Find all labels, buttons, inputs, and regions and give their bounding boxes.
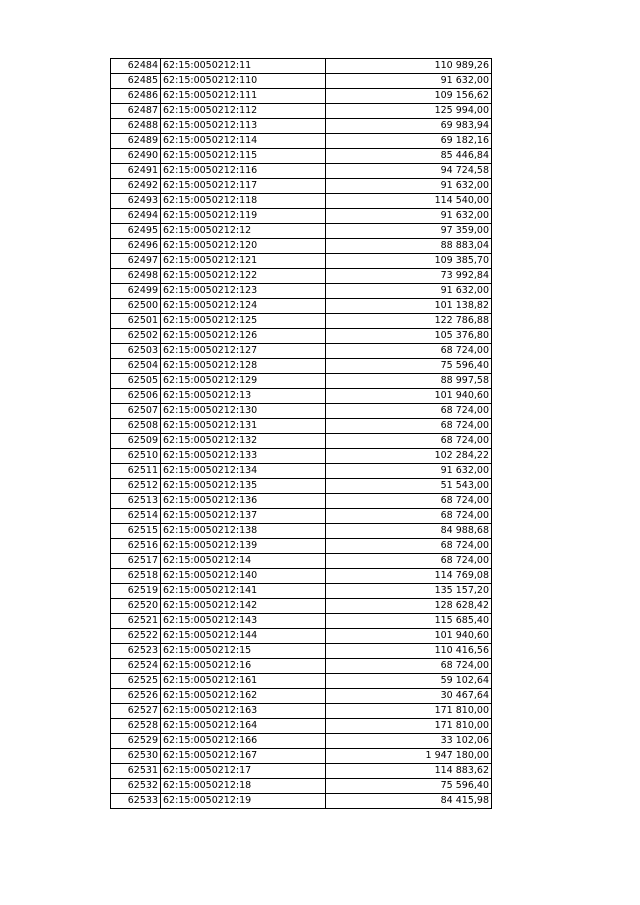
row-number-cell: 62497: [111, 254, 161, 269]
cadastral-number-cell: 62:15:0050212:134: [161, 464, 326, 479]
row-number-cell: 62522: [111, 629, 161, 644]
value-cell: 88 997,58: [326, 374, 492, 389]
table-row: [111, 59, 492, 74]
row-number-cell: 62492: [111, 179, 161, 194]
row-number-cell: 62511: [111, 464, 161, 479]
table-row: [111, 194, 492, 209]
value-cell: 75 596,40: [326, 779, 492, 794]
table-row: [111, 74, 492, 89]
table-row: [111, 554, 492, 569]
table-row: [111, 584, 492, 599]
row-number-cell: 62510: [111, 449, 161, 464]
value-cell: 109 385,70: [326, 254, 492, 269]
table-row: [111, 134, 492, 149]
row-number-cell: 62523: [111, 644, 161, 659]
value-cell: 97 359,00: [326, 224, 492, 239]
value-cell: 68 724,00: [326, 419, 492, 434]
value-cell: 91 632,00: [326, 284, 492, 299]
cadastral-number-cell: 62:15:0050212:16: [161, 659, 326, 674]
row-number-cell: 62484: [111, 59, 161, 74]
cadastral-number-cell: 62:15:0050212:119: [161, 209, 326, 224]
value-cell: 128 628,42: [326, 599, 492, 614]
row-number-cell: 62514: [111, 509, 161, 524]
table-row: [111, 659, 492, 674]
table-body: [111, 59, 492, 809]
spreadsheet-table-container: [110, 58, 492, 809]
cadastral-number-cell: 62:15:0050212:17: [161, 764, 326, 779]
table-row: [111, 779, 492, 794]
cadastral-number-cell: 62:15:0050212:128: [161, 359, 326, 374]
value-cell: 122 786,88: [326, 314, 492, 329]
cadastral-number-cell: 62:15:0050212:167: [161, 749, 326, 764]
table-row: [111, 524, 492, 539]
row-number-cell: 62531: [111, 764, 161, 779]
cadastral-number-cell: 62:15:0050212:129: [161, 374, 326, 389]
row-number-cell: 62487: [111, 104, 161, 119]
row-number-cell: 62495: [111, 224, 161, 239]
value-cell: 109 156,62: [326, 89, 492, 104]
table-row: [111, 719, 492, 734]
row-number-cell: 62513: [111, 494, 161, 509]
row-number-cell: 62494: [111, 209, 161, 224]
value-cell: 68 724,00: [326, 404, 492, 419]
table-row: [111, 644, 492, 659]
cadastral-number-cell: 62:15:0050212:117: [161, 179, 326, 194]
row-number-cell: 62491: [111, 164, 161, 179]
row-number-cell: 62525: [111, 674, 161, 689]
cadastral-number-cell: 62:15:0050212:135: [161, 479, 326, 494]
table-row: [111, 89, 492, 104]
row-number-cell: 62526: [111, 689, 161, 704]
row-number-cell: 62520: [111, 599, 161, 614]
cadastral-number-cell: 62:15:0050212:125: [161, 314, 326, 329]
table-row: [111, 359, 492, 374]
row-number-cell: 62530: [111, 749, 161, 764]
value-cell: 84 415,98: [326, 794, 492, 809]
row-number-cell: 62528: [111, 719, 161, 734]
row-number-cell: 62489: [111, 134, 161, 149]
table-row: [111, 509, 492, 524]
value-cell: 30 467,64: [326, 689, 492, 704]
value-cell: 110 989,26: [326, 59, 492, 74]
value-cell: 171 810,00: [326, 719, 492, 734]
value-cell: 51 543,00: [326, 479, 492, 494]
row-number-cell: 62506: [111, 389, 161, 404]
value-cell: 68 724,00: [326, 509, 492, 524]
table-row: [111, 464, 492, 479]
cadastral-number-cell: 62:15:0050212:123: [161, 284, 326, 299]
table-row: [111, 704, 492, 719]
table-row: [111, 569, 492, 584]
table-row: [111, 674, 492, 689]
row-number-cell: 62503: [111, 344, 161, 359]
cadastral-number-cell: 62:15:0050212:111: [161, 89, 326, 104]
cadastral-number-cell: 62:15:0050212:12: [161, 224, 326, 239]
value-cell: 114 883,62: [326, 764, 492, 779]
cadastral-number-cell: 62:15:0050212:110: [161, 74, 326, 89]
value-cell: 114 769,08: [326, 569, 492, 584]
cadastral-number-cell: 62:15:0050212:133: [161, 449, 326, 464]
value-cell: 59 102,64: [326, 674, 492, 689]
cadastral-number-cell: 62:15:0050212:124: [161, 299, 326, 314]
value-cell: 91 632,00: [326, 74, 492, 89]
value-cell: 68 724,00: [326, 539, 492, 554]
cadastral-number-cell: 62:15:0050212:136: [161, 494, 326, 509]
cadastral-number-cell: 62:15:0050212:138: [161, 524, 326, 539]
value-cell: 84 988,68: [326, 524, 492, 539]
cadastral-number-cell: 62:15:0050212:143: [161, 614, 326, 629]
cadastral-number-cell: 62:15:0050212:163: [161, 704, 326, 719]
value-cell: 33 102,06: [326, 734, 492, 749]
value-cell: 114 540,00: [326, 194, 492, 209]
cadastral-number-cell: 62:15:0050212:140: [161, 569, 326, 584]
row-number-cell: 62507: [111, 404, 161, 419]
table-row: [111, 239, 492, 254]
cadastral-number-cell: 62:15:0050212:114: [161, 134, 326, 149]
row-number-cell: 62532: [111, 779, 161, 794]
table-row: [111, 764, 492, 779]
row-number-cell: 62490: [111, 149, 161, 164]
cadastral-number-cell: 62:15:0050212:122: [161, 269, 326, 284]
row-number-cell: 62524: [111, 659, 161, 674]
table-row: [111, 629, 492, 644]
row-number-cell: 62500: [111, 299, 161, 314]
value-cell: 135 157,20: [326, 584, 492, 599]
cadastral-number-cell: 62:15:0050212:132: [161, 434, 326, 449]
table-row: [111, 434, 492, 449]
row-number-cell: 62529: [111, 734, 161, 749]
row-number-cell: 62493: [111, 194, 161, 209]
table-row: [111, 224, 492, 239]
cadastral-number-cell: 62:15:0050212:19: [161, 794, 326, 809]
value-cell: 125 994,00: [326, 104, 492, 119]
table-row: [111, 254, 492, 269]
table-row: [111, 614, 492, 629]
row-number-cell: 62519: [111, 584, 161, 599]
value-cell: 68 724,00: [326, 659, 492, 674]
table-row: [111, 734, 492, 749]
table-row: [111, 479, 492, 494]
row-number-cell: 62486: [111, 89, 161, 104]
cadastral-number-cell: 62:15:0050212:115: [161, 149, 326, 164]
row-number-cell: 62499: [111, 284, 161, 299]
cadastral-number-cell: 62:15:0050212:166: [161, 734, 326, 749]
cadastral-number-cell: 62:15:0050212:161: [161, 674, 326, 689]
table-row: [111, 749, 492, 764]
cadastral-number-cell: 62:15:0050212:141: [161, 584, 326, 599]
cadastral-number-cell: 62:15:0050212:11: [161, 59, 326, 74]
cadastral-number-cell: 62:15:0050212:18: [161, 779, 326, 794]
table-row: [111, 689, 492, 704]
cadastral-number-cell: 62:15:0050212:118: [161, 194, 326, 209]
cadastral-number-cell: 62:15:0050212:127: [161, 344, 326, 359]
table-row: [111, 299, 492, 314]
value-cell: 88 883,04: [326, 239, 492, 254]
row-number-cell: 62512: [111, 479, 161, 494]
row-number-cell: 62518: [111, 569, 161, 584]
cadastral-number-cell: 62:15:0050212:142: [161, 599, 326, 614]
value-cell: 101 138,82: [326, 299, 492, 314]
table-row: [111, 164, 492, 179]
table-row: [111, 314, 492, 329]
cadastral-number-cell: 62:15:0050212:13: [161, 389, 326, 404]
value-cell: 110 416,56: [326, 644, 492, 659]
value-cell: 101 940,60: [326, 629, 492, 644]
table-row: [111, 269, 492, 284]
row-number-cell: 62498: [111, 269, 161, 284]
cadastral-number-cell: 62:15:0050212:126: [161, 329, 326, 344]
value-cell: 91 632,00: [326, 464, 492, 479]
value-cell: 91 632,00: [326, 179, 492, 194]
cadastral-number-cell: 62:15:0050212:131: [161, 419, 326, 434]
value-cell: 102 284,22: [326, 449, 492, 464]
value-cell: 75 596,40: [326, 359, 492, 374]
cadastral-number-cell: 62:15:0050212:112: [161, 104, 326, 119]
cadastral-number-cell: 62:15:0050212:137: [161, 509, 326, 524]
row-number-cell: 62488: [111, 119, 161, 134]
cadastral-number-cell: 62:15:0050212:164: [161, 719, 326, 734]
row-number-cell: 62505: [111, 374, 161, 389]
table-row: [111, 284, 492, 299]
cadastral-number-cell: 62:15:0050212:14: [161, 554, 326, 569]
cadastral-number-cell: 62:15:0050212:120: [161, 239, 326, 254]
table-row: [111, 104, 492, 119]
row-number-cell: 62504: [111, 359, 161, 374]
table-row: [111, 539, 492, 554]
table-row: [111, 179, 492, 194]
value-cell: 94 724,58: [326, 164, 492, 179]
table-row: [111, 209, 492, 224]
value-cell: 68 724,00: [326, 554, 492, 569]
value-cell: 85 446,84: [326, 149, 492, 164]
value-cell: 101 940,60: [326, 389, 492, 404]
value-cell: 68 724,00: [326, 434, 492, 449]
table-row: [111, 794, 492, 809]
cadastral-number-cell: 62:15:0050212:130: [161, 404, 326, 419]
row-number-cell: 62502: [111, 329, 161, 344]
cadastral-number-cell: 62:15:0050212:162: [161, 689, 326, 704]
row-number-cell: 62508: [111, 419, 161, 434]
row-number-cell: 62485: [111, 74, 161, 89]
table-row: [111, 344, 492, 359]
table-row: [111, 449, 492, 464]
value-cell: 105 376,80: [326, 329, 492, 344]
value-cell: 69 182,16: [326, 134, 492, 149]
cadastral-number-cell: 62:15:0050212:139: [161, 539, 326, 554]
value-cell: 68 724,00: [326, 494, 492, 509]
row-number-cell: 62521: [111, 614, 161, 629]
cadastral-number-cell: 62:15:0050212:113: [161, 119, 326, 134]
table-row: [111, 494, 492, 509]
row-number-cell: 62516: [111, 539, 161, 554]
value-cell: 115 685,40: [326, 614, 492, 629]
table-row: [111, 374, 492, 389]
table-row: [111, 149, 492, 164]
table-row: [111, 599, 492, 614]
row-number-cell: 62533: [111, 794, 161, 809]
value-cell: 73 992,84: [326, 269, 492, 284]
table-row: [111, 419, 492, 434]
value-cell: 171 810,00: [326, 704, 492, 719]
table-row: [111, 404, 492, 419]
table-row: [111, 389, 492, 404]
value-cell: 1 947 180,00: [326, 749, 492, 764]
row-number-cell: 62515: [111, 524, 161, 539]
row-number-cell: 62501: [111, 314, 161, 329]
cadastral-value-table: [110, 58, 492, 809]
row-number-cell: 62509: [111, 434, 161, 449]
value-cell: 91 632,00: [326, 209, 492, 224]
row-number-cell: 62517: [111, 554, 161, 569]
cadastral-number-cell: 62:15:0050212:116: [161, 164, 326, 179]
table-row: [111, 119, 492, 134]
row-number-cell: 62527: [111, 704, 161, 719]
cadastral-number-cell: 62:15:0050212:121: [161, 254, 326, 269]
row-number-cell: 62496: [111, 239, 161, 254]
value-cell: 68 724,00: [326, 344, 492, 359]
value-cell: 69 983,94: [326, 119, 492, 134]
cadastral-number-cell: 62:15:0050212:144: [161, 629, 326, 644]
table-row: [111, 329, 492, 344]
cadastral-number-cell: 62:15:0050212:15: [161, 644, 326, 659]
